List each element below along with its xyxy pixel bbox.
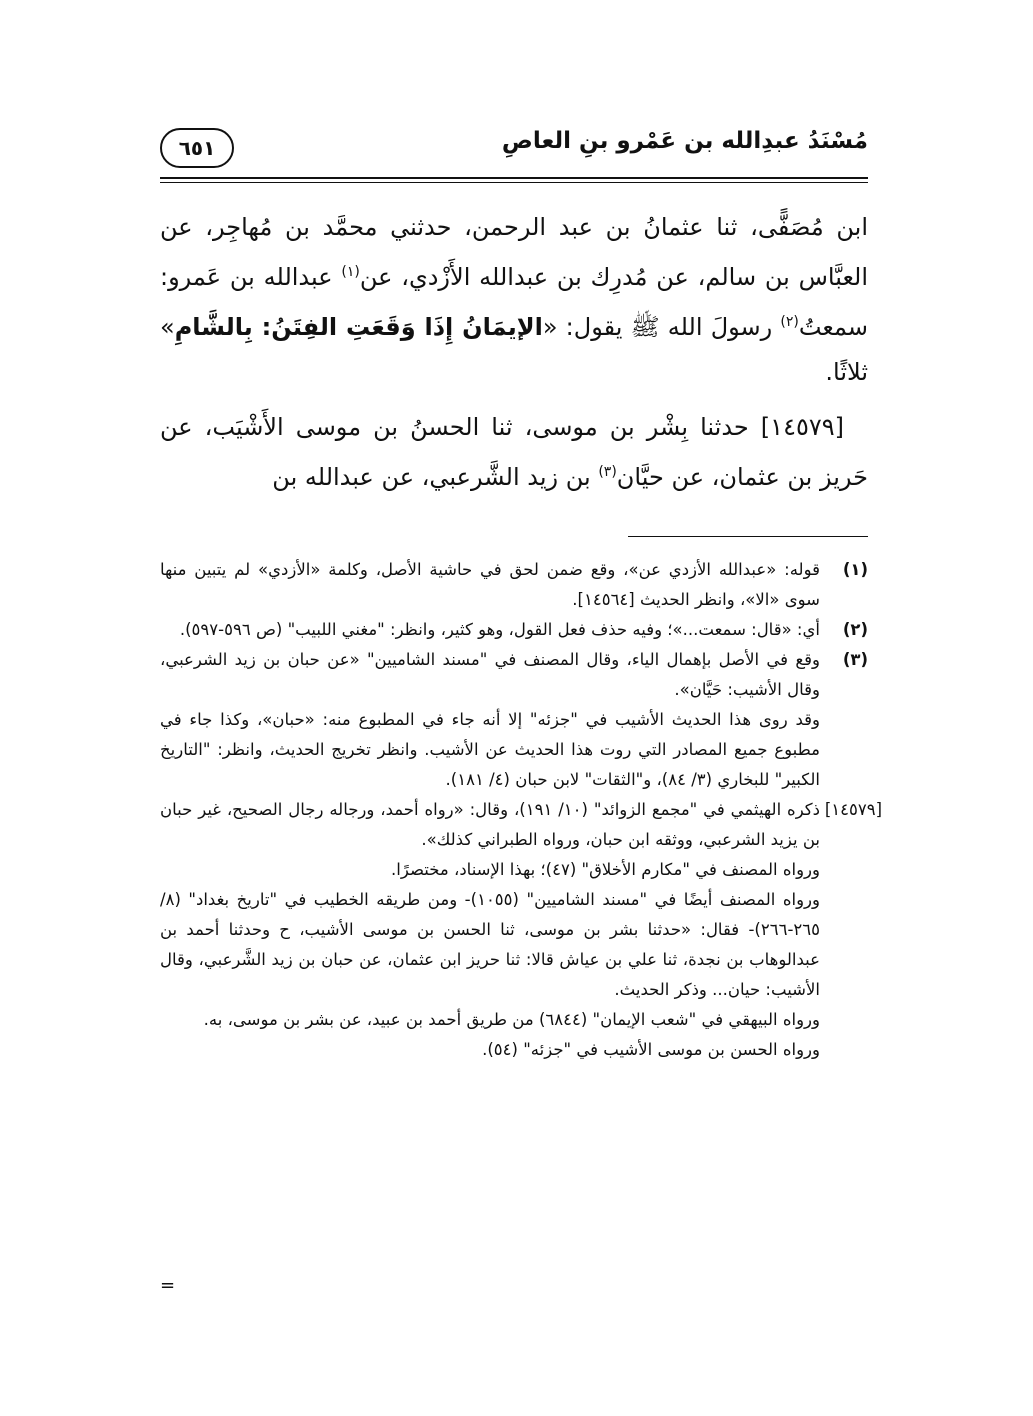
takhrij-text: ورواه البيهقي في "شعب الإيمان" (٦٨٤٤) من طريق أحمد بن عبيد، عن بشر بن موسى، به. <box>203 1010 820 1029</box>
footnote-2 <box>160 615 868 645</box>
footnote-number: (١) <box>842 560 868 579</box>
footnote-ref-3[interactable]: (٣) <box>598 464 617 480</box>
text-run: [١٤٥٧٩] حدثنا بِشْر بن موسى، ثنا الحسنُ بن موسى الأَشْيَب، عن حَريز بن عثمان، عن حيَّان <box>160 413 868 491</box>
main-text <box>160 205 868 500</box>
header-rule <box>160 177 868 179</box>
continuation-mark: = <box>160 1275 176 1296</box>
text-run: عبدالله بن عَمرو: سمعتُ <box>160 263 868 341</box>
footnote-number: (٣) <box>842 650 868 669</box>
text-run: » ثلاثًا. <box>160 313 868 386</box>
main-paragraph-1 <box>160 205 868 395</box>
footnote-number: (٢) <box>842 620 868 639</box>
hadith-number: [١٤٥٧٩] <box>824 800 882 819</box>
footnote-text: وقد روى هذا الحديث الأشيب في "جزئه" إلا أنه جاء في المطبوع منه: «حبان»، وكذا جاء في مطبوع جميع المصادر التي روت هذا الحديث عن الأشيب. وانظر تخريج الحديث، وانظر: "التاريخ الكبير" للبخاري (٣/ ٨٤)، و"الثقات" لابن حبان (٤/ ١٨١). <box>160 710 820 789</box>
hadith-takhrij <box>160 795 882 1065</box>
takhrij-text: ورواه المصنف في "مكارم الأخلاق" (٤٧)؛ بهذا الإسناد، مختصرًا. <box>391 860 820 879</box>
hadith-quote: الإيمَانُ إِذَا وَقَعَتِ الفِتَنُ: بِالشَّامِ <box>174 313 543 341</box>
footnote-ref-1[interactable]: (١) <box>341 264 360 280</box>
footnotes <box>160 555 882 1065</box>
main-paragraph-2 <box>160 405 868 500</box>
takhrij-text: ذكره الهيثمي في "مجمع الزوائد" (١٠/ ١٩١)، وقال: «رواه أحمد، ورجاله رجال الصحيح، غير حبان بن يزيد الشرعبي، ووثقه ابن حبان، ورواه الطبراني كذلك». <box>160 800 820 849</box>
text-run: ابن مُصَفًّى، ثنا عثمانُ بن عبد الرحمن، حدثني محمَّد بن مُهاجِر، عن العبَّاس بن سالم، عن مُدرِك بن عبدالله الأَزْدي، عن <box>160 213 868 291</box>
takhrij-text: ورواه المصنف أيضًا في "مسند الشاميين" (١٠٥٥)- ومن طريقه الخطيب في "تاريخ بغداد" (٨/ ٢٦٥-٢٦٦)- فقال: «حدثنا بشر بن موسى، ثنا الحسن بن موسى الأشيب، ح وحدثنا أحمد بن عبدالوهاب بن نجدة، ثنا علي بن عياش قالا: ثنا حريز ابن عثمان، عن حبان بن زيد الشَّرعبي، وقال الأشيب: حيان... وذكر الحديث. <box>160 890 820 999</box>
header-rule-thin <box>160 182 868 183</box>
text-run: بن زيد الشَّرعبي، عن عبدالله بن <box>272 463 599 491</box>
footnote-text: أي: «قال: سمعت...»؛ وفيه حذف فعل القول، وهو كثير، وانظر: "مغني اللبيب" (ص ٥٩٦-٥٩٧). <box>179 620 820 639</box>
page-number <box>160 128 234 168</box>
page-header-title: مُسْنَدُ عبدِالله بن عَمْرو بنِ العاصِ <box>501 128 868 154</box>
footnote-1 <box>160 555 868 615</box>
footnote-text: وقع في الأصل بإهمال الياء، وقال المصنف في "مسند الشاميين" «عن حبان بن زيد الشرعبي، وقال الأشيب: حَيَّان». <box>160 650 820 699</box>
footnote-text: قوله: «عبدالله الأزدي عن»، وقع ضمن لحق في حاشية الأصل، وكلمة «الأزدي» لم يتبين منها سوى «الا»، وانظر الحديث [١٤٥٦٤]. <box>160 560 820 609</box>
footnote-3 <box>160 645 868 795</box>
text-run: رسولَ الله ﷺ يقول: « <box>542 313 781 341</box>
page-number-text: ٦٥١ <box>178 136 216 160</box>
footnote-separator <box>628 536 868 537</box>
takhrij-text: ورواه الحسن بن موسى الأشيب في "جزئه" (٥٤). <box>482 1040 820 1059</box>
footnote-ref-2[interactable]: (٢) <box>780 314 799 330</box>
